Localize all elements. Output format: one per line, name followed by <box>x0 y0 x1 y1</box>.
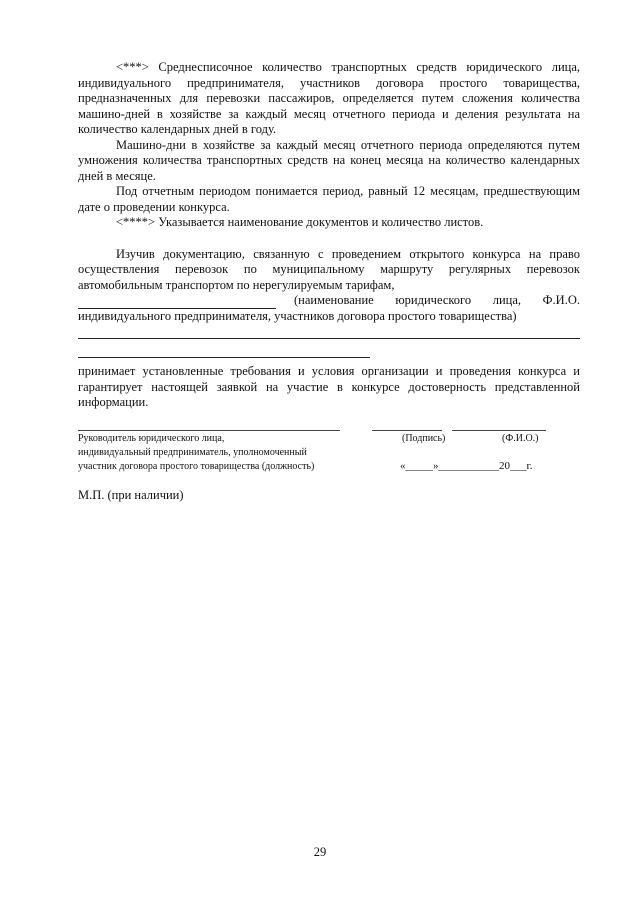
footnote-vehicle-days: Машино-дни в хозяйстве за каждый месяц отчетного периода определяются путем умножения количества транспортных средств на конец месяца на количество календарных дней в месяце. <box>78 137 580 183</box>
applicant-blank-short <box>78 345 370 358</box>
date-line: «_____»___________20___г. <box>400 460 533 472</box>
signature-line <box>372 430 442 431</box>
applicant-name-row <box>78 293 580 309</box>
statement-intro: Изучив документацию, связанную с проведением открытого конкурса на право осуществления перевозок по муниципальному маршруту регулярных перевозок автомобильным транспортом по нерегулируемым тарифам, <box>78 246 580 292</box>
applicant-blank-line <box>78 324 580 339</box>
applicant-hint-b: индивидуального предпринимателя, участников договора простого товарищества) <box>78 308 517 323</box>
role-label-1: Руководитель юридического лица, <box>78 433 225 444</box>
footnote-reporting-period: Под отчетным периодом понимается период, равный 12 месяцам, предшествующим дате о проведении конкурса. <box>78 184 580 214</box>
fio-line <box>452 430 546 431</box>
applicant-name-blank <box>78 295 276 309</box>
applicant-hint-a: (наименование юридического лица, Ф.И.О. <box>294 293 580 307</box>
fio-label: (Ф.И.О.) <box>502 433 539 444</box>
statement-closing: принимает установленные требования и условия организации и проведения конкурса и гарантирует настоящей заявкой на участие в конкурсе достоверность представленной информации. <box>78 364 580 409</box>
role-label-2: индивидуальный предприниматель, уполномоченный <box>78 447 307 458</box>
role-label-3: участник договора простого товарищества (должность) <box>78 461 315 472</box>
footnote-documents: <****> Указывается наименование документов и количество листов. <box>116 215 484 229</box>
page-number: 29 <box>313 845 327 859</box>
footnote-average-vehicles: <***> Среднесписочное количество транспортных средств юридического лица, индивидуального предпринимателя, участников договора простого товарищества, предназначенных для перевозки пассажиров, определяется путем сложения количества машино-дней в хозяйстве за каждый месяц отчетного периода и деления результата на количество календарных дней в году. <box>78 60 580 136</box>
role-line <box>78 430 340 431</box>
document-body <box>78 60 580 411</box>
signature-label: (Подпись) <box>402 433 446 444</box>
stamp-label: М.П. (при наличии) <box>78 488 184 502</box>
